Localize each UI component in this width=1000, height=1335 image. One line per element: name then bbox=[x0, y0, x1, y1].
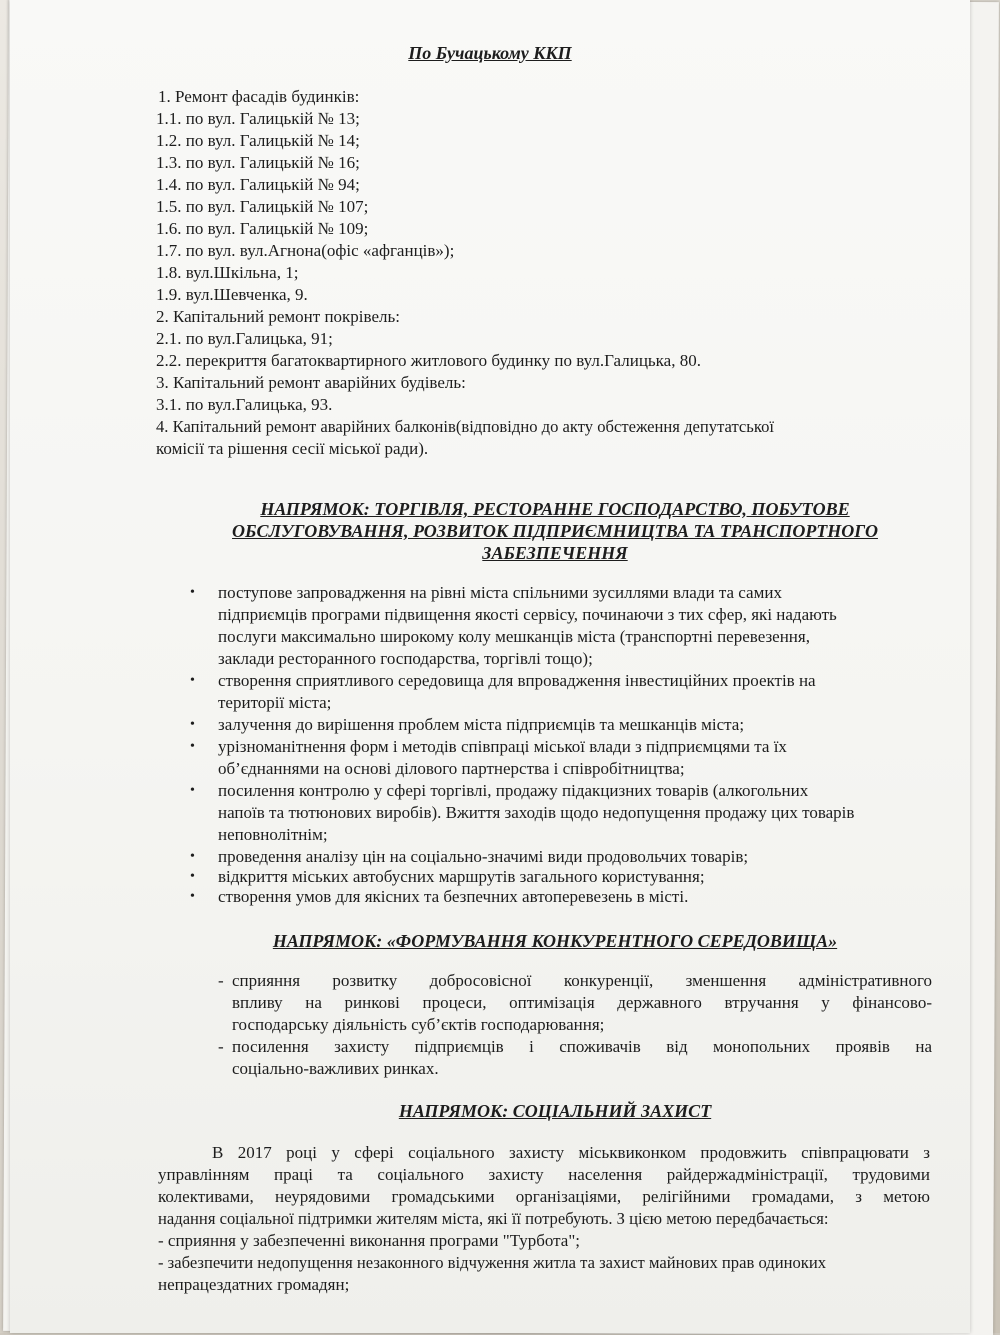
bullet-marker: • bbox=[190, 869, 195, 884]
repairs-line: 1.6. по вул. Галицькій № 109; bbox=[156, 219, 369, 238]
bullet-text-line: поступове запровадження на рівні міста спільними зусиллями влади та самих bbox=[218, 583, 782, 602]
bullet-text-line: напоїв та тютюнових виробів). Вжиття заходів щодо недопущення продажу цих товарів bbox=[218, 803, 855, 822]
section-heading-trade-line: ЗАБЕЗПЕЧЕННЯ bbox=[482, 543, 628, 563]
repairs-line: 1.4. по вул. Галицькій № 94; bbox=[156, 175, 360, 194]
bullet-text-line: підприємців програми підвищення якості сервісу, починаючи з тих сфер, які надають bbox=[218, 605, 837, 624]
repairs-line: 1. Ремонт фасадів будинків: bbox=[158, 87, 360, 106]
social-list-line: - забезпечити недопущення незаконного відчуження житла та захист майнових прав одиноких bbox=[158, 1253, 827, 1272]
dash-text-line: господарську діяльність суб’єктів господарювання; bbox=[232, 1015, 605, 1034]
paragraph-line: надання соціальної підтримки жителям міста, які її потребують. З цією метою передбачається: bbox=[158, 1209, 829, 1228]
repairs-line: 2.2. перекриття багатоквартирного житлового будинку по вул.Галицька, 80. bbox=[156, 351, 701, 370]
bullet-marker: • bbox=[190, 849, 195, 864]
bullet-text-line: залучення до вирішення проблем міста підприємців та мешканців міста; bbox=[218, 715, 745, 734]
repairs-line: 1.9. вул.Шевченка, 9. bbox=[156, 285, 308, 304]
paragraph-line: В 2017 році у сфері соціального захисту міськвиконком продовжить співпрацювати з bbox=[212, 1143, 930, 1162]
repairs-line: 1.7. по вул. вул.Агнона(офіс «афганців»); bbox=[156, 241, 455, 260]
paragraph-line: управлінням праці та соціального захисту населення райдержадміністрації, трудовими bbox=[158, 1165, 930, 1184]
bullet-marker: • bbox=[190, 783, 195, 798]
dash-text-line: впливу на ринкові процеси, оптимізація державного втручання у фінансово- bbox=[232, 993, 932, 1012]
repairs-line: 2.1. по вул.Галицька, 91; bbox=[156, 329, 333, 348]
bullet-marker: • bbox=[190, 739, 195, 754]
repairs-line: 3.1. по вул.Галицька, 93. bbox=[156, 395, 333, 414]
bullet-marker: • bbox=[190, 673, 195, 688]
document-page bbox=[10, 0, 970, 1333]
bullet-text-line: неповнолітнім; bbox=[218, 825, 328, 844]
section-heading-social: НАПРЯМОК: СОЦІАЛЬНИЙ ЗАХИСТ bbox=[398, 1101, 712, 1121]
paragraph-line: колективами, неурядовими громадськими організаціями, релігійними громадами, з метою bbox=[158, 1187, 930, 1206]
repairs-line: 2. Капітальний ремонт покрівель: bbox=[156, 307, 400, 326]
repairs-line: 1.2. по вул. Галицькій № 14; bbox=[156, 131, 360, 150]
bullet-marker: • bbox=[190, 585, 195, 600]
dash-marker: - bbox=[218, 1037, 224, 1056]
social-list-line: - сприяння у забезпеченні виконання програми "Турбота"; bbox=[158, 1231, 581, 1250]
bullet-text-line: проведення аналізу цін на соціально-значимі види продовольчих товарів; bbox=[218, 847, 749, 866]
repairs-line: 1.8. вул.Шкільна, 1; bbox=[156, 263, 299, 282]
repairs-line: 4. Капітальний ремонт аварійних балконів(відповідно до акту обстеження депутатської bbox=[156, 417, 774, 436]
repairs-line: комісії та рішення сесії міської ради). bbox=[156, 439, 429, 458]
section-heading-trade-line: НАПРЯМОК: ТОРГІВЛЯ, РЕСТОРАННЕ ГОСПОДАРСТВО, ПОБУТОВЕ bbox=[260, 499, 850, 519]
bullet-text-line: створення умов для якісних та безпечних автоперевезень в місті. bbox=[218, 887, 689, 906]
bullet-text-line: створення сприятливого середовища для впровадження інвестиційних проектів на bbox=[218, 671, 816, 690]
bullet-text-line: відкриття міських автобусних маршрутів загального користування; bbox=[218, 867, 705, 886]
repairs-line: 1.3. по вул. Галицькій № 16; bbox=[156, 153, 360, 172]
bullet-text-line: посилення контролю у сфері торгівлі, продажу підакцизних товарів (алкогольних bbox=[218, 781, 809, 800]
bullet-text-line: об’єднаннями на основі ділового партнерства і співробітництва; bbox=[218, 759, 685, 778]
repairs-line: 1.1. по вул. Галицькій № 13; bbox=[156, 109, 360, 128]
repairs-line: 3. Капітальний ремонт аварійних будівель: bbox=[156, 373, 466, 392]
repairs-line: 1.5. по вул. Галицькій № 107; bbox=[156, 197, 369, 216]
dash-text-line: соціально-важливих ринках. bbox=[232, 1059, 439, 1078]
section-heading-trade-line: ОБСЛУГОВУВАННЯ, РОЗВИТОК ПІДПРИЄМНИЦТВА ТА ТРАНСПОРТНОГО bbox=[232, 521, 878, 541]
dash-text-line: сприяння розвитку добросовісної конкуренції, зменшення адміністративного bbox=[232, 971, 932, 990]
bullet-text-line: урізноманітнення форм і методів співпраці міської влади з підприємцями та їх bbox=[218, 737, 787, 756]
document-title: По Бучацькому ККП bbox=[408, 43, 572, 63]
bullet-text-line: послуги максимально широкому колу мешканців міста (транспортні перевезення, bbox=[218, 627, 810, 646]
bullet-text-line: території міста; bbox=[218, 693, 332, 712]
bullet-marker: • bbox=[190, 717, 195, 732]
section-heading-competition: НАПРЯМОК: «ФОРМУВАННЯ КОНКУРЕНТНОГО СЕРЕДОВИЩА» bbox=[272, 931, 838, 951]
bullet-marker: • bbox=[190, 889, 195, 904]
dash-text-line: посилення захисту підприємців і споживачів від монопольних проявів на bbox=[232, 1037, 932, 1056]
dash-marker: - bbox=[218, 971, 224, 990]
bullet-text-line: заклади ресторанного господарства, торгівлі тощо); bbox=[218, 649, 593, 668]
social-list-line: непрацездатних громадян; bbox=[158, 1275, 350, 1294]
